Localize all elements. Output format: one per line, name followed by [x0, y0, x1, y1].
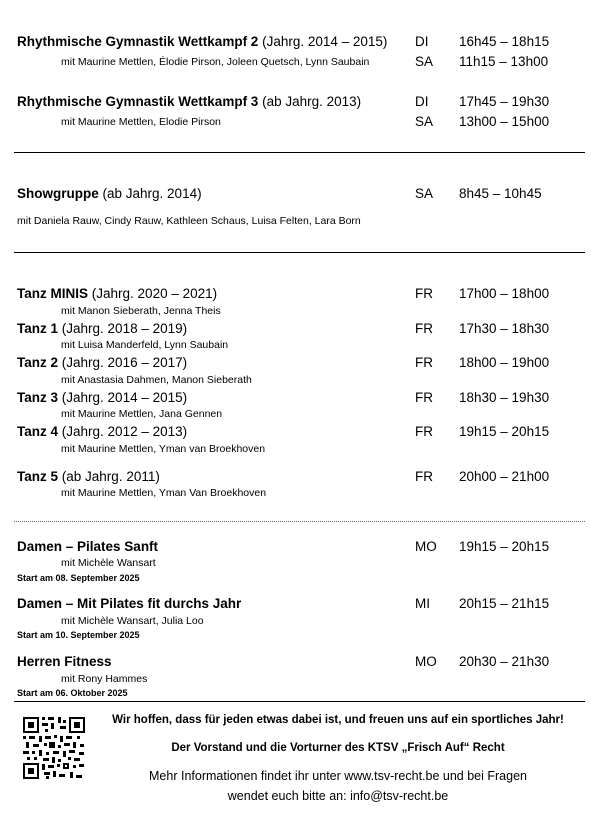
course-title: Tanz 4 (Jahrg. 2012 – 2013): [17, 424, 188, 439]
course-trainers: mit Manon Sieberath, Jenna Theis: [61, 305, 221, 317]
course-trainers: mit Rony Hammes: [61, 673, 148, 685]
course-trainers: mit Maurine Mettlen, Yman Van Broekhoven: [61, 487, 267, 499]
course-day: FR: [415, 286, 433, 301]
course-start-date: Start am 06. Oktober 2025: [17, 688, 128, 698]
course-time: 13h00 – 15h00: [459, 114, 550, 129]
footer-message: Wir hoffen, dass für jeden etwas dabei ist, und freuen uns auf ein sportliches Jahr!: [112, 714, 564, 726]
course-title: Tanz 5 (ab Jahrg. 2011): [17, 469, 160, 484]
course-trainers: mit Luisa Manderfeld, Lynn Saubain: [61, 339, 229, 351]
course-title: Rhythmische Gymnastik Wettkampf 2 (Jahrg. 2014 – 2015): [17, 34, 388, 49]
course-day: SA: [415, 114, 434, 129]
section-divider: [14, 252, 585, 253]
course-start-date: Start am 10. September 2025: [17, 630, 140, 640]
course-time: 19h15 – 20h15: [459, 424, 550, 439]
course-time: 18h00 – 19h00: [459, 355, 550, 370]
course-day: MO: [415, 539, 437, 554]
footer-info: Mehr Informationen findet ihr unter www.tsv-recht.be und bei Fragen: [149, 769, 527, 783]
qr-code-icon: [22, 716, 86, 780]
footer-signature: Der Vorstand und die Vorturner des KTSV „Frisch Auf“ Recht: [171, 742, 505, 754]
course-trainers: mit Maurine Mettlen, Yman van Broekhoven: [61, 443, 266, 455]
course-day: FR: [415, 424, 433, 439]
course-time: 17h00 – 18h00: [459, 286, 550, 301]
course-day: SA: [415, 54, 434, 69]
section-divider: [14, 701, 585, 702]
course-trainers: mit Maurine Mettlen, Élodie Pirson, Joleen Quetsch, Lynn Saubain: [61, 56, 370, 68]
course-start-date: Start am 08. September 2025: [17, 573, 140, 583]
course-day: DI: [415, 94, 429, 109]
course-title: Tanz 3 (Jahrg. 2014 – 2015): [17, 390, 188, 405]
course-day: FR: [415, 390, 433, 405]
course-title: Tanz 1 (Jahrg. 2018 – 2019): [17, 321, 188, 336]
course-time: 20h30 – 21h30: [459, 654, 550, 669]
course-title: Rhythmische Gymnastik Wettkampf 3 (ab Jahrg. 2013): [17, 94, 362, 109]
course-title: Tanz MINIS (Jahrg. 2020 – 2021): [17, 286, 218, 301]
course-time: 8h45 – 10h45: [459, 186, 542, 201]
course-trainers: mit Maurine Mettlen, Jana Gennen: [61, 408, 223, 420]
course-title: Showgruppe (ab Jahrg. 2014): [17, 186, 202, 201]
course-trainers: mit Michèle Wansart, Julia Loo: [61, 615, 204, 627]
course-time: 19h15 – 20h15: [459, 539, 550, 554]
course-time: 18h30 – 19h30: [459, 390, 550, 405]
section-divider: [14, 521, 585, 522]
course-time: 17h45 – 19h30: [459, 94, 550, 109]
course-trainers: mit Maurine Mettlen, Elodie Pirson: [61, 116, 221, 128]
course-time: 20h00 – 21h00: [459, 469, 550, 484]
course-time: 11h15 – 13h00: [459, 54, 549, 69]
course-day: FR: [415, 469, 433, 484]
course-day: MO: [415, 654, 437, 669]
section-divider: [14, 152, 585, 153]
course-day: MI: [415, 596, 430, 611]
course-title: Tanz 2 (Jahrg. 2016 – 2017): [17, 355, 188, 370]
course-time: 20h15 – 21h15: [459, 596, 550, 611]
course-title: Damen – Pilates Sanft: [17, 539, 159, 554]
course-day: DI: [415, 34, 429, 49]
course-title: Herren Fitness: [17, 654, 112, 669]
course-time: 16h45 – 18h15: [459, 34, 550, 49]
course-trainers: mit Daniela Rauw, Cindy Rauw, Kathleen Schaus, Luisa Felten, Lara Born: [17, 215, 361, 227]
course-title: Damen – Mit Pilates fit durchs Jahr: [17, 596, 242, 611]
footer-contact: wendet euch bitte an: info@tsv-recht.be: [227, 789, 449, 803]
course-day: SA: [415, 186, 434, 201]
course-trainers: mit Anastasia Dahmen, Manon Sieberath: [61, 374, 252, 386]
course-day: FR: [415, 355, 433, 370]
course-day: FR: [415, 321, 433, 336]
course-time: 17h30 – 18h30: [459, 321, 550, 336]
course-trainers: mit Michèle Wansart: [61, 557, 156, 569]
